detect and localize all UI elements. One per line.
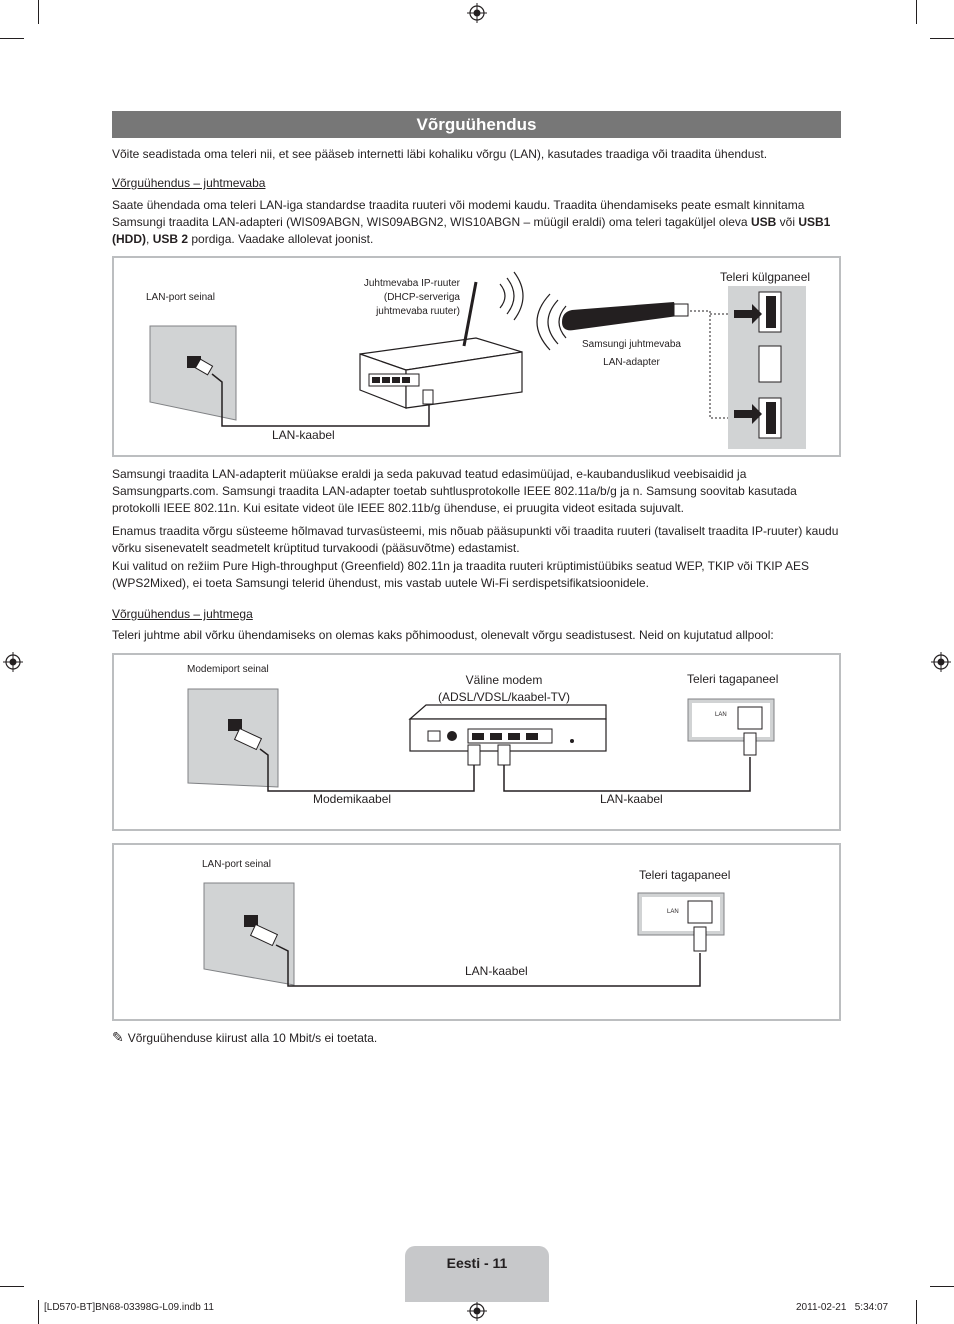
wireless-heading: Võrguühendus – juhtmevaba — [112, 176, 266, 190]
adapter-label-line1: Samsungi juhtmevaba — [582, 339, 681, 350]
router-label-line2: (DHCP-serveriga — [383, 292, 460, 303]
registration-mark-icon — [931, 652, 951, 672]
registration-mark-icon — [467, 1301, 487, 1321]
router-label-line3: juhtmevaba ruuter) — [376, 306, 460, 317]
speed-note-text: Võrguühenduse kiirust alla 10 Mbit/s ei toetata. — [127, 1031, 378, 1045]
lan-cable-label-2: LAN-kaabel — [465, 964, 528, 978]
wireless-diagram — [112, 256, 841, 457]
security-paragraph: Enamus traadita võrgu süsteeme hõlmavad turvasüsteemi, mis nõuab pääsupunkti või traadita ruuteri (tavaliselt traadita IP-ruuter) kaudu võrku sisenevatelt seadmetelt krüptitud turvakoodi (pääsuvõtme) edastamist. — [112, 524, 839, 555]
side-panel-label: Teleri külgpaneel — [720, 270, 811, 284]
usb-port-label: USB — [750, 215, 777, 229]
crop-mark — [38, 0, 39, 24]
crop-mark — [0, 38, 24, 39]
comma: , — [146, 232, 150, 246]
lan-cable-label: LAN-kaabel — [600, 792, 663, 806]
page-number-tab: Eesti - 11 — [405, 1246, 549, 1302]
modem-label-line1: Väline modem — [465, 673, 543, 687]
back-panel-label: Teleri tagapaneel — [687, 672, 779, 686]
page-title: Võrguühendus — [112, 111, 841, 138]
back-panel-label-2: Teleri tagapaneel — [639, 868, 731, 882]
intro-paragraph: Võite seadistada oma teleri nii, et see pääseb internetti läbi kohaliku võrgu (LAN), kasutades traadiga või traadita ühendust. — [112, 147, 768, 161]
wireless-paragraph — [112, 197, 840, 248]
wired-heading: Võrguühendus – juhtmega — [112, 607, 253, 621]
or-text: või — [779, 215, 795, 229]
wired-intro-paragraph: Teleri juhtme abil võrku ühendamiseks on olemas kaks põhimoodust, olenevalt võrgu seadistusest. Neid on kujutatud allpool: — [112, 628, 774, 642]
wireless-paragraph-end: pordiga. Vaadake allolevat joonist. — [191, 232, 374, 246]
modem-wall-port-label: Modemiport seinal — [187, 664, 269, 675]
crop-mark — [916, 0, 917, 24]
usb1-port-label: USB1 (HDD) — [112, 215, 831, 246]
speed-note — [112, 1030, 377, 1046]
registration-mark-icon — [3, 652, 23, 672]
modem-label-line2: (ADSL/VDSL/kaabel-TV) — [437, 690, 571, 704]
router-label-line1: Juhtmevaba IP-ruuter — [363, 278, 460, 289]
crop-mark — [930, 1286, 954, 1287]
crop-mark — [930, 38, 954, 39]
registration-mark-icon — [467, 3, 487, 23]
crop-mark — [38, 1300, 39, 1324]
adapter-label-line2: LAN-adapter — [603, 357, 660, 368]
lan-port-text-2: LAN — [667, 909, 679, 915]
wall-port-label-2: LAN-port seinal — [202, 859, 271, 870]
crop-mark — [0, 1286, 24, 1287]
greenfield-paragraph: Kui valitud on režiim Pure High-throughput (Greenfield) 802.11n ja traadita ruuteri krüptimistüübiks seatud WEP, TKIP või TKIP AES (WPS2Mixed), ei toeta Samsungi telerid ühendust, mis vastab uutele Wi-Fi serdispetsifikatsioonidele. — [112, 559, 810, 590]
footer-file-label: [LD570-BT]BN68-03398G-L09.indb 11 — [44, 1302, 214, 1313]
pencil-note-icon: ✎ — [112, 1030, 124, 1046]
wall-port-label: LAN-port seinal — [146, 292, 215, 303]
wired-modem-diagram — [112, 653, 841, 831]
adapter-info-paragraph: Samsungi traadita LAN-adapterit müüakse eraldi ja seda pakuvad teatud edasimüüjad, e-kaubanduslikud veebisaidid ja Samsungparts.com. Samsungi traadita LAN-adapter toetab suhtlusprotokolle IEEE 802.11a/b/g ja n. Samsung soovitab kasutada protokolli IEEE 802.11n. Kui esitate videot üle IEEE 802.11b/g ühenduse, ei pruugita videot esitada sujuvalt. — [112, 467, 797, 515]
crop-mark — [916, 1300, 917, 1324]
wired-wall-diagram — [112, 843, 841, 1021]
lan-cable-label: LAN-kaabel — [272, 428, 335, 442]
usb2-port-label: USB 2 — [152, 232, 189, 246]
footer-date-label: 2011-02-21 5:34:07 — [796, 1302, 889, 1313]
lan-port-text: LAN — [715, 712, 727, 718]
wireless-paragraph-start: Saate ühendada oma teleri LAN-iga standardse traadita ruuteri või modemi kaudu. Traadita ühendamiseks peate esmalt kinnitama Samsungi traadita LAN-adapteri (WIS09ABGN, WIS09ABGN2, WIS10ABGN – müügil eraldi) oma teleri tagaküljel oleva — [112, 198, 805, 229]
wireless-diagram-art — [114, 258, 839, 455]
modem-cable-label: Modemikaabel — [313, 792, 392, 806]
